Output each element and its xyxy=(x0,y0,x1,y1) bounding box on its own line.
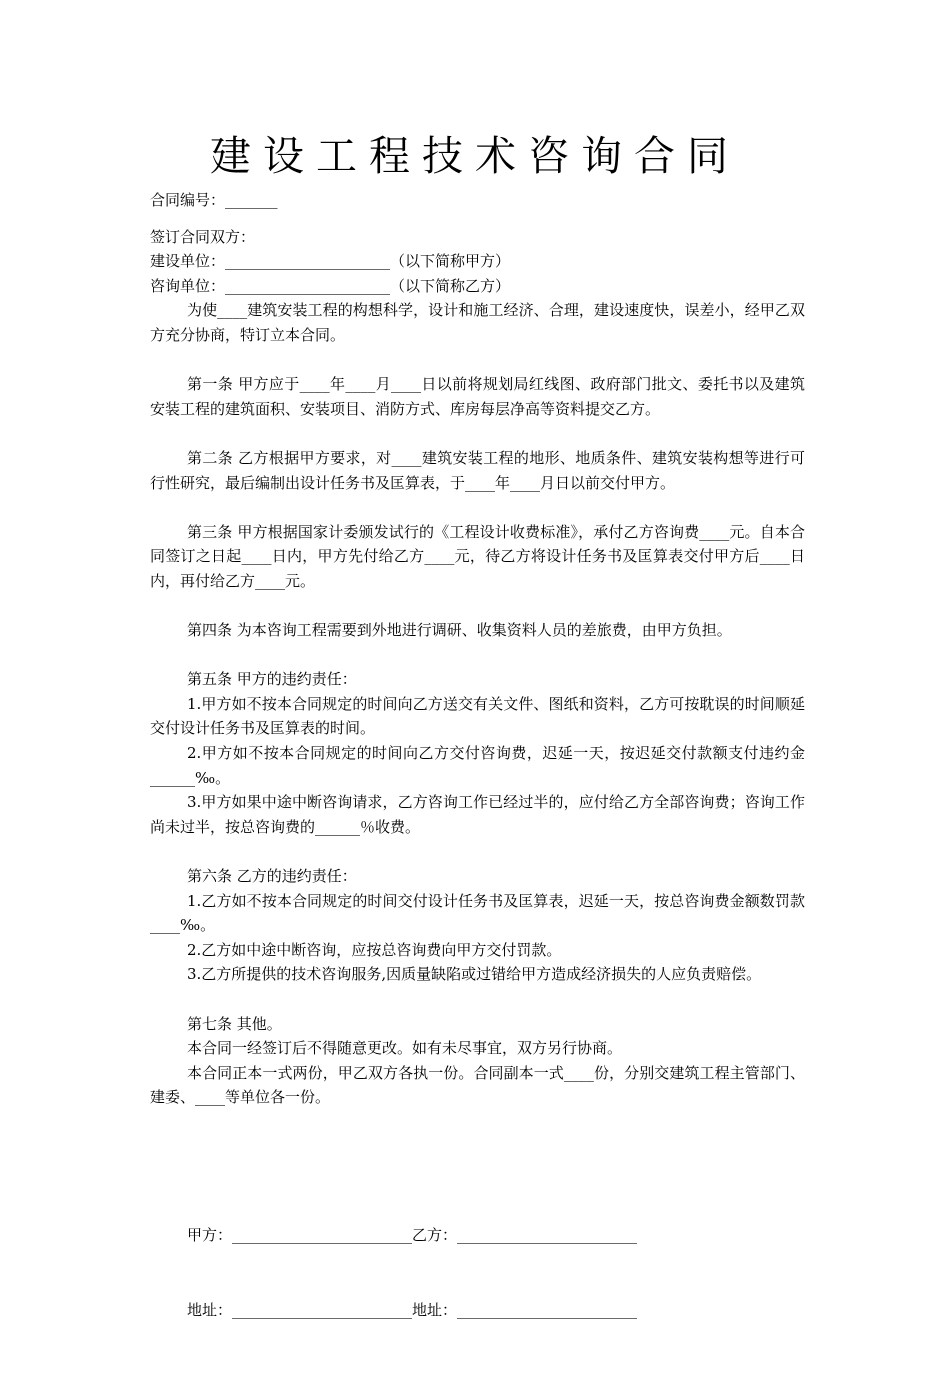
parties-heading: 签订合同双方： xyxy=(150,227,256,246)
contract-body xyxy=(150,188,805,1110)
signature-row-party: 甲方：________________________乙方：________________________ xyxy=(187,1226,638,1244)
article-6-heading: 第六条 乙方的违约责任： xyxy=(187,867,357,886)
contract-number: 合同编号：_______ xyxy=(150,191,278,209)
article-5-heading: 第五条 甲方的违约责任： xyxy=(187,670,357,689)
document-title: 建设工程技术咨询合同 xyxy=(210,132,740,180)
article-6-item-2: 2.乙方如中途中断咨询，应按总咨询费向甲方交付罚款。 xyxy=(187,940,562,959)
article-6-item-1: 1.乙方如不按本合同规定的时间交付设计任务书及匡算表，迟延一天，按总咨询费金额数罚款____‰。 xyxy=(150,891,805,935)
spacer xyxy=(150,839,805,864)
article-1: 第一条 甲方应于____年____月____日以前将规划局红线图、政府部门批文、委托书以及建筑安装工程的建筑面积、安装项目、消防方式、库房每层净高等资料提交乙方。 xyxy=(150,375,805,418)
article-7-item-2: 本合同正本一式两份，甲乙双方各执一份。合同副本一式____份，分别交建筑工程主管部门、建委、____等单位各一份。 xyxy=(150,1063,805,1107)
spacer xyxy=(150,213,805,225)
signature-row-address: 地址：________________________地址：________________________ xyxy=(187,1301,638,1319)
spacer xyxy=(150,594,805,619)
spacer xyxy=(150,987,805,1012)
preamble-paragraph: 为使____建筑安装工程的构想科学，设计和施工经济、合理，建设速度快，误差小，经甲乙双方充分协商，特订立本合同。 xyxy=(150,301,805,344)
spacer xyxy=(150,348,805,373)
spacer xyxy=(150,495,805,520)
article-7-heading: 第七条 其他。 xyxy=(187,1014,282,1033)
article-6-item-3: 3.乙方所提供的技术咨询服务,因质量缺陷或过错给甲方造成经济损失的人应负责赔偿。 xyxy=(187,965,762,984)
article-3: 第三条 甲方根据国家计委颁发试行的《工程设计收费标准》，承付乙方咨询费____元。自本合同签订之日起____日内，甲方先付给乙方____元，待乙方将设计任务书及匡算表交付甲方后____日内，再付给乙方____元。 xyxy=(150,522,805,590)
party-b-line: 咨询单位：______________________（以下简称乙方） xyxy=(150,276,511,295)
signature-block xyxy=(187,1173,637,1373)
article-2: 第二条 乙方根据甲方要求，对____建筑安装工程的地形、地质条件、建筑安装构想等进行可行性研究，最后编制出设计任务书及匡算表，于____年____月日以前交付甲方。 xyxy=(150,448,805,492)
spacer xyxy=(150,421,805,446)
article-4: 第四条 为本咨询工程需要到外地进行调研、收集资料人员的差旅费，由甲方负担。 xyxy=(187,621,732,640)
spacer xyxy=(150,643,805,668)
article-5-item-2: 2.甲方如不按本合同规定的时间向乙方交付咨询费，迟延一天，按迟延交付款额支付违约金______‰。 xyxy=(150,744,805,787)
article-7-item-1: 本合同一经签订后不得随意更改。如有未尽事宜，双方另行协商。 xyxy=(187,1039,623,1058)
article-5-item-1: 1.甲方如不按本合同规定的时间向乙方送交有关文件、图纸和资料，乙方可按耽误的时间顺延交付设计任务书及匡算表的时间。 xyxy=(150,694,805,738)
article-5-item-3: 3.甲方如果中途中断咨询请求，乙方咨询工作已经过半的，应付给乙方全部咨询费；咨询工作尚未过半，按总咨询费的______％收费。 xyxy=(150,793,805,836)
party-a-line: 建设单位：______________________（以下简称甲方） xyxy=(150,252,511,271)
